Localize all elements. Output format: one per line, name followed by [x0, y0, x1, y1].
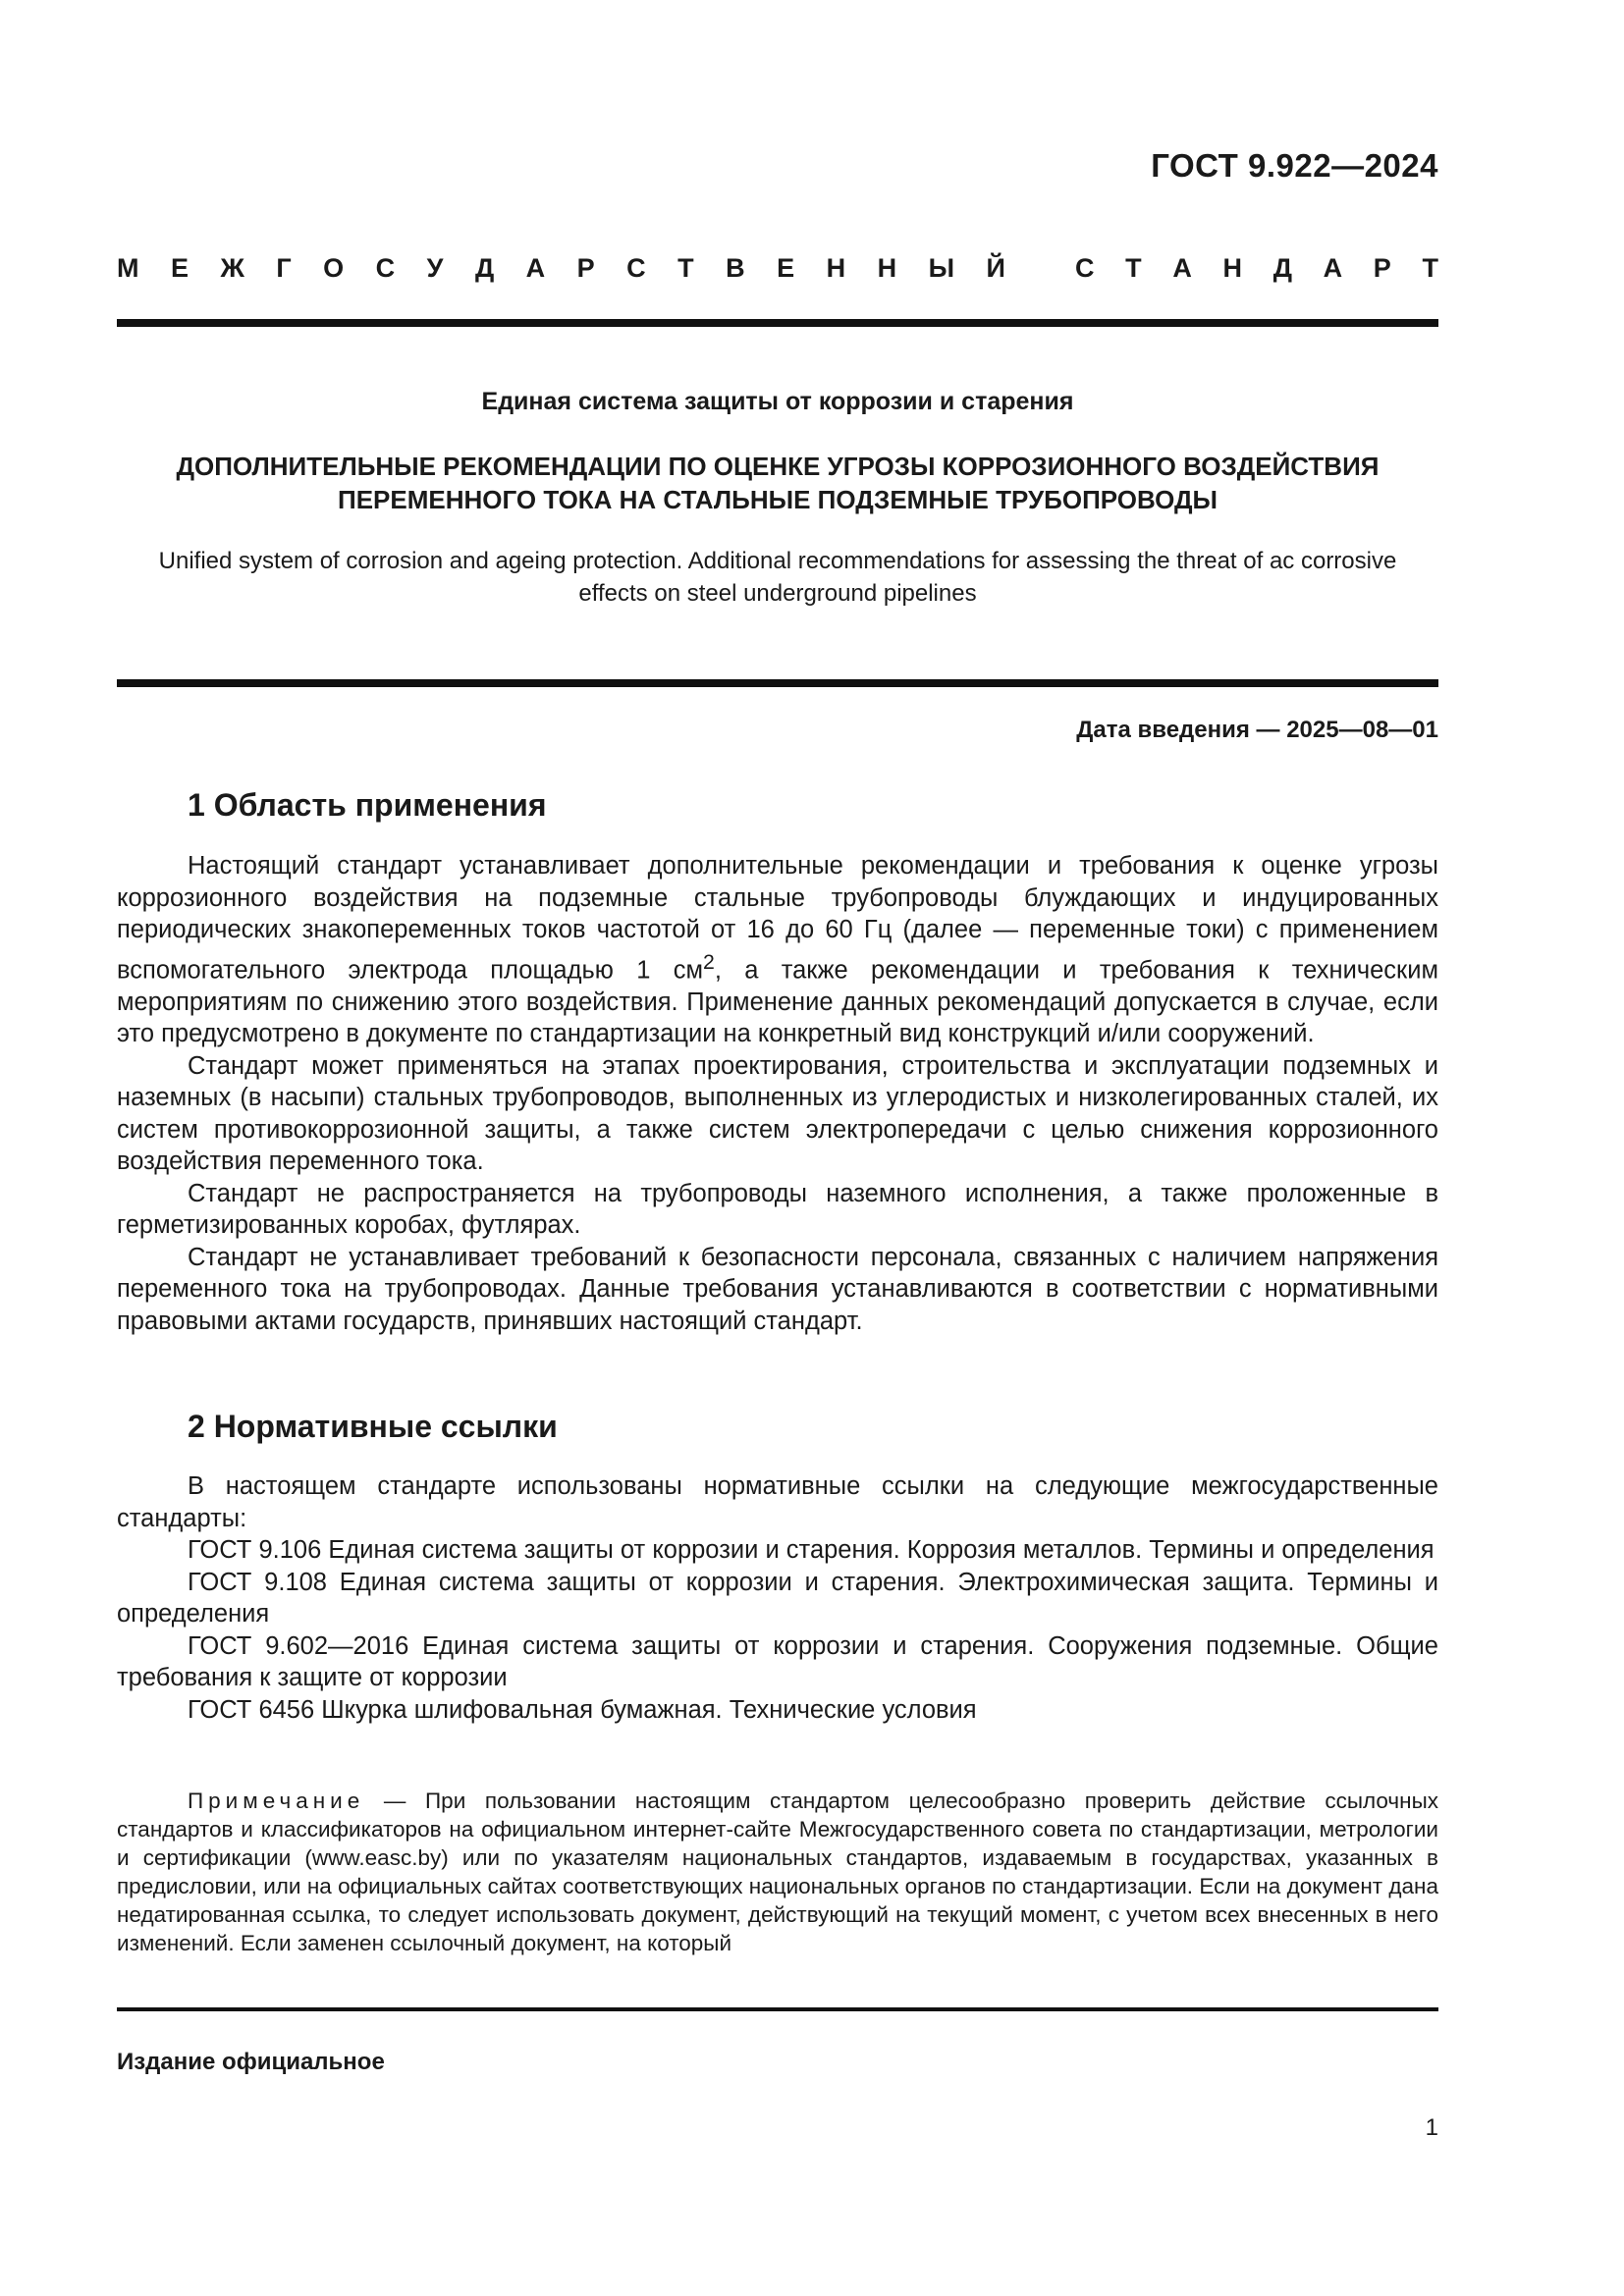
banner-letter: О: [323, 253, 345, 283]
note-paragraph: [117, 1787, 1438, 1957]
main-title-line-1: ДОПОЛНИТЕЛЬНЫЕ РЕКОМЕНДАЦИИ ПО ОЦЕНКЕ УГРОЗЫ КОРРОЗИОННОГО ВОЗДЕЙСТВИЯ: [176, 452, 1380, 481]
section-2-body: [117, 1470, 1438, 1726]
banner-letter: С: [626, 253, 646, 283]
banner-letter: В: [726, 253, 745, 283]
banner-letter: Н: [826, 253, 846, 283]
banner-letter: Т: [677, 253, 694, 283]
banner-letter: Ж: [220, 253, 244, 283]
banner-letter: Н: [1222, 253, 1243, 283]
footer-rule: [117, 2007, 1438, 2011]
section-1-paragraph-3: Стандарт не распространяется на трубопроводы наземного исполнения, а также проложенные в герметизированных коробах, футлярах.: [117, 1179, 1438, 1239]
banner-letter: С: [375, 253, 396, 283]
banner-letter: Д: [474, 253, 495, 283]
superscript: 2: [703, 949, 715, 974]
banner-letter: М: [117, 253, 139, 283]
banner-letter: С: [1075, 253, 1095, 283]
reference-item: ГОСТ 6456 Шкурка шлифовальная бумажная. Технические условия: [188, 1695, 977, 1724]
reference-item: ГОСТ 9.602—2016 Единая система защиты от коррозии и старения. Сооружения подземные. Общие требования к защите от коррозии: [117, 1631, 1438, 1691]
section-1-body: [117, 850, 1438, 1337]
section-1-paragraph-1: [117, 850, 1438, 1050]
paragraph-text: , а также рекомендации и требования к техническим мероприятиям по снижению этого воздействия. Применение данных рекомендаций допускается в случае, если это предусмотрено в документе по стандартизации на конкретный вид конструкций и/или сооружений.: [117, 956, 1438, 1047]
section-2-heading: 2 Нормативные ссылки: [188, 1409, 558, 1444]
banner-letter: Т: [1125, 253, 1142, 283]
main-title-line-2: ПЕРЕМЕННОГО ТОКА НА СТАЛЬНЫЕ ПОДЗЕМНЫЕ ТРУБОПРОВОДЫ: [338, 485, 1218, 514]
paragraph-text: Настоящий стандарт устанавливает дополнительные рекомендации и требования к оценке угрозы коррозионного воздействия на подземные стальные трубопроводы блуждающих и индуцированных периодических знакопеременных токов частотой от 16 до 60 Гц (далее — переменные токи) с применением вспомогательного электрода площадью 1 см: [117, 852, 1438, 984]
note-label: Примечание: [188, 1789, 365, 1813]
banner-letter: Г: [276, 253, 292, 283]
note-block: [117, 1787, 1438, 1957]
banner-letter: У: [426, 253, 444, 283]
reference-item: ГОСТ 9.108 Единая система защиты от коррозии и старения. Электрохимическая защита. Термины и определения: [117, 1568, 1438, 1628]
banner-letter: А: [1323, 253, 1343, 283]
standard-word: [1075, 253, 1438, 284]
english-title: [117, 545, 1438, 610]
banner-letter: Н: [877, 253, 897, 283]
system-title: Единая система защиты от коррозии и старения: [481, 388, 1074, 415]
introduction-date: Дата введения — 2025—08—01: [1076, 717, 1438, 743]
english-title-line-1: Unified system of corrosion and ageing protection. Additional recommendations for assessing the threat of ac corrosive: [158, 548, 1397, 574]
edition-label: Издание официальное: [117, 2049, 385, 2075]
page-number: 1: [1425, 2114, 1438, 2141]
header-rule: [117, 319, 1438, 327]
reference-item: ГОСТ 9.106 Единая система защиты от коррозии и старения. Коррозия металлов. Термины и определения: [188, 1536, 1435, 1564]
banner-letter: А: [1172, 253, 1192, 283]
banner-letter: Д: [1272, 253, 1292, 283]
banner-letter: А: [525, 253, 546, 283]
section-1-paragraph-2: Стандарт может применяться на этапах проектирования, строительства и эксплуатации подземных и наземных (в насыпи) стальных трубопроводов, выполненных из углеродистых и низколегированных сталей, их систем противокоррозионной защиты, а также систем электропередачи с целью снижения коррозионного воздействия переменного тока.: [117, 1051, 1438, 1175]
section-1-paragraph-4: Стандарт не устанавливает требований к безопасности персонала, связанных с наличием напряжения переменного тока на трубопроводах. Данные требования устанавливаются в соответствии с нормативными правовыми актами государств, принявших настоящий стандарт.: [117, 1243, 1438, 1335]
banner-letter: Ы: [928, 253, 955, 283]
document-page: [117, 0, 1438, 2296]
banner-letter: Р: [576, 253, 595, 283]
interstate-standard-banner: [117, 253, 1438, 284]
interstate-word: [117, 253, 1005, 284]
title-rule: [117, 679, 1438, 687]
note-text: — При пользовании настоящим стандартом целесообразно проверить действие ссылочных стандартов и классификаторов на официальном интернет-сайте Межгосударственного совета по стандартизации, метрологии и сертификации (www.easc.by) или по указателям национальных стандартов, издаваемым в государствах, указанных в предисловии, или на официальных сайтах соответствующих национальных органов по стандартизации. Если на документ дана недатированная ссылка, то следует использовать документ, действующий на текущий момент, с учетом всех внесенных в него изменений. Если заменен ссылочный документ, на который: [117, 1789, 1438, 1955]
banner-letter: Е: [777, 253, 795, 283]
gost-number: ГОСТ 9.922—2024: [1151, 147, 1438, 184]
section-2-intro: В настоящем стандарте использованы нормативные ссылки на следующие межгосударственные стандарты:: [117, 1472, 1438, 1532]
section-1-heading: 1 Область применения: [188, 787, 547, 823]
banner-letter: Е: [170, 253, 189, 283]
english-title-line-2: effects on steel underground pipelines: [578, 580, 977, 607]
main-title: [117, 450, 1438, 516]
banner-letter: Т: [1422, 253, 1438, 283]
banner-letter: Р: [1373, 253, 1391, 283]
banner-letter: Й: [986, 253, 1005, 283]
